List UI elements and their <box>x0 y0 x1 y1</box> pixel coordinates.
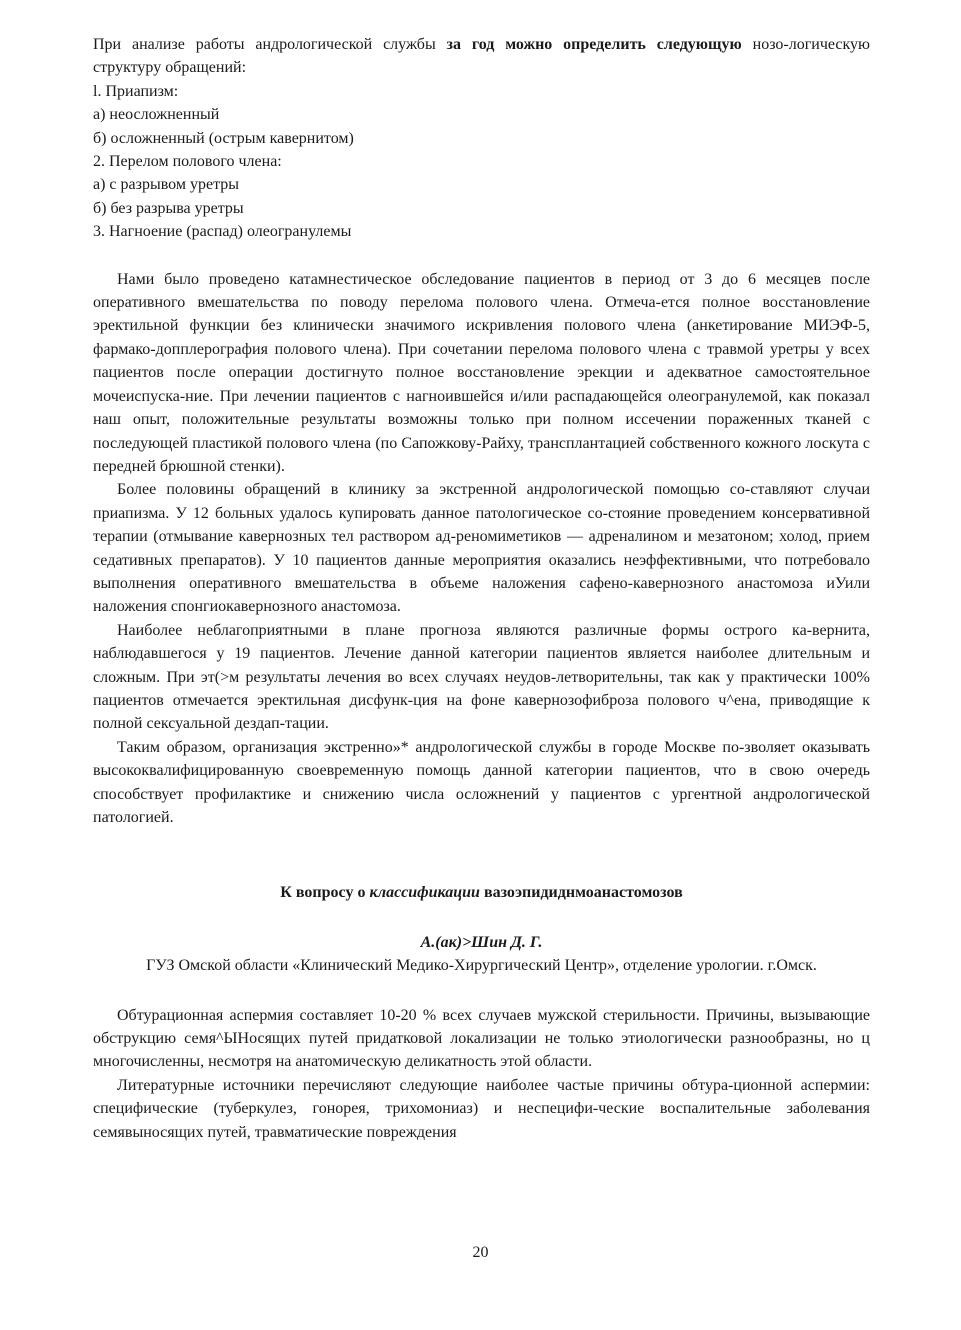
body-paragraph: Таким образом, организация экстренно»* андрологической службы в городе Москве по-зволяет оказывать высококвалифицированную своевременную помощь данной категории пациентов, что в свою очередь способствует профилактике и снижению числа осложнений у пациентов с ургентной андрологической патологией. <box>93 738 870 826</box>
list-item: а) с разрывом уретры <box>93 176 240 194</box>
list-item: 2. Перелом полового члена: <box>93 153 282 171</box>
body-paragraph: Нами было проведено катамнестическое обследование пациентов в период от 3 до 6 месяцев после оперативного вмешательства по поводу перелома полового члена. Отмеча-ется полное восстановление эректильной функции без клинически значимого искривления полового члена (анкетирование МИЭФ-5, фармако-допплерография полового члена). При сочетании перелома полового члена с травмой уретры у всех пациентов после операции достигнуто полное восстановление эрекции и адекватное самостоятельное мочеиспуска-ние. При лечении пациентов с нагноившейся и/или распадающейся олеогранулемой, как показал наш опыт, положительные результаты возможны только при полном иссечении пораженных тканей с последующей пластикой полового члена (по Сапожкову-Райху, трансплантацией собственного кожного лоскута с передней брюшной стенки). <box>93 270 870 475</box>
affiliation: ГУЗ Омской области «Клинический Медико-Хирургический Центр», отделение урологии. г.Омск. <box>146 957 817 975</box>
list-item: б) осложненный (острым кавернитом) <box>93 129 354 147</box>
intro-bold: за год можно определить следующую <box>446 36 742 53</box>
heading-lead: К вопросу о <box>280 884 370 902</box>
list-item: l. Приапизм: <box>93 82 179 100</box>
body-paragraph: Обтурационная аспермия составляет 10-20 % всех случаев мужской стерильности. Причины, вызывающие обструкцию семя^ЫНосящих путей придатковой локализации не только этиологически разнообразны, но ц многочисленны, несмотря на анатомическую деликатность этой области. <box>93 1006 870 1071</box>
intro-tail: нозо-логическую структуру обращений: <box>93 36 870 77</box>
body-paragraph: Литературные источники перечисляют следующие наиболее частые причины обтура-ционной аспермии: специфические (туберкулез, гонорея, трихомониаз) и неспецифи-ческие воспалительные заболевания семявыносящих путей, травматические повреждения <box>93 1076 870 1141</box>
intro-lead: При анализе работы андрологической службы <box>93 36 447 53</box>
list-item: б) без разрыва уретры <box>93 199 244 217</box>
page-number: 20 <box>472 1244 489 1261</box>
document-page <box>93 33 870 1144</box>
list-item: 3. Нагноение (распад) олеогранулемы <box>93 223 352 241</box>
body-paragraph: Более половины обращений в клинику за экстренной андрологической помощью со-ставляют случаи приапизма. У 12 больных удалось купировать данное патологическое со-стояние проведением консервативной терапии (отмывание кавернозных тел раствором ад-реномиметиков — адреналином и мезатоном; холод, прием седативных препаратов). У 10 пациентов данные мероприятия оказались неэффективными, что потребовало выполнения оперативного вмешательства в объеме наложения сафено-кавернозного анастомоза иУили наложения спонгиокавернозного анастомоза. <box>93 481 870 616</box>
body-paragraph: Наиболее неблагоприятными в плане прогноза являются различные формы острого ка-вернита, наблюдавшегося у 19 пациентов. Лечение данной категории пациентов является наиболее длительным и сложным. При эт(>м результаты лечения во всех случаях неудов-летворительны, так как у практически 100% пациентов отмечается эректильная дисфунк-ция на фоне кавернозофиброза полового ч^ена, приводящие к полной сексуальной дездап-тации. <box>93 621 870 733</box>
authors: А.(ак)>Шин Д. Г. <box>420 933 543 951</box>
heading-italic: классификации <box>369 884 480 902</box>
list-item: а) неосложненный <box>93 106 220 124</box>
intro-paragraph <box>93 33 870 80</box>
section-heading <box>93 881 870 904</box>
heading-tail: вазоэпидиднмоанастомозов <box>479 884 683 902</box>
